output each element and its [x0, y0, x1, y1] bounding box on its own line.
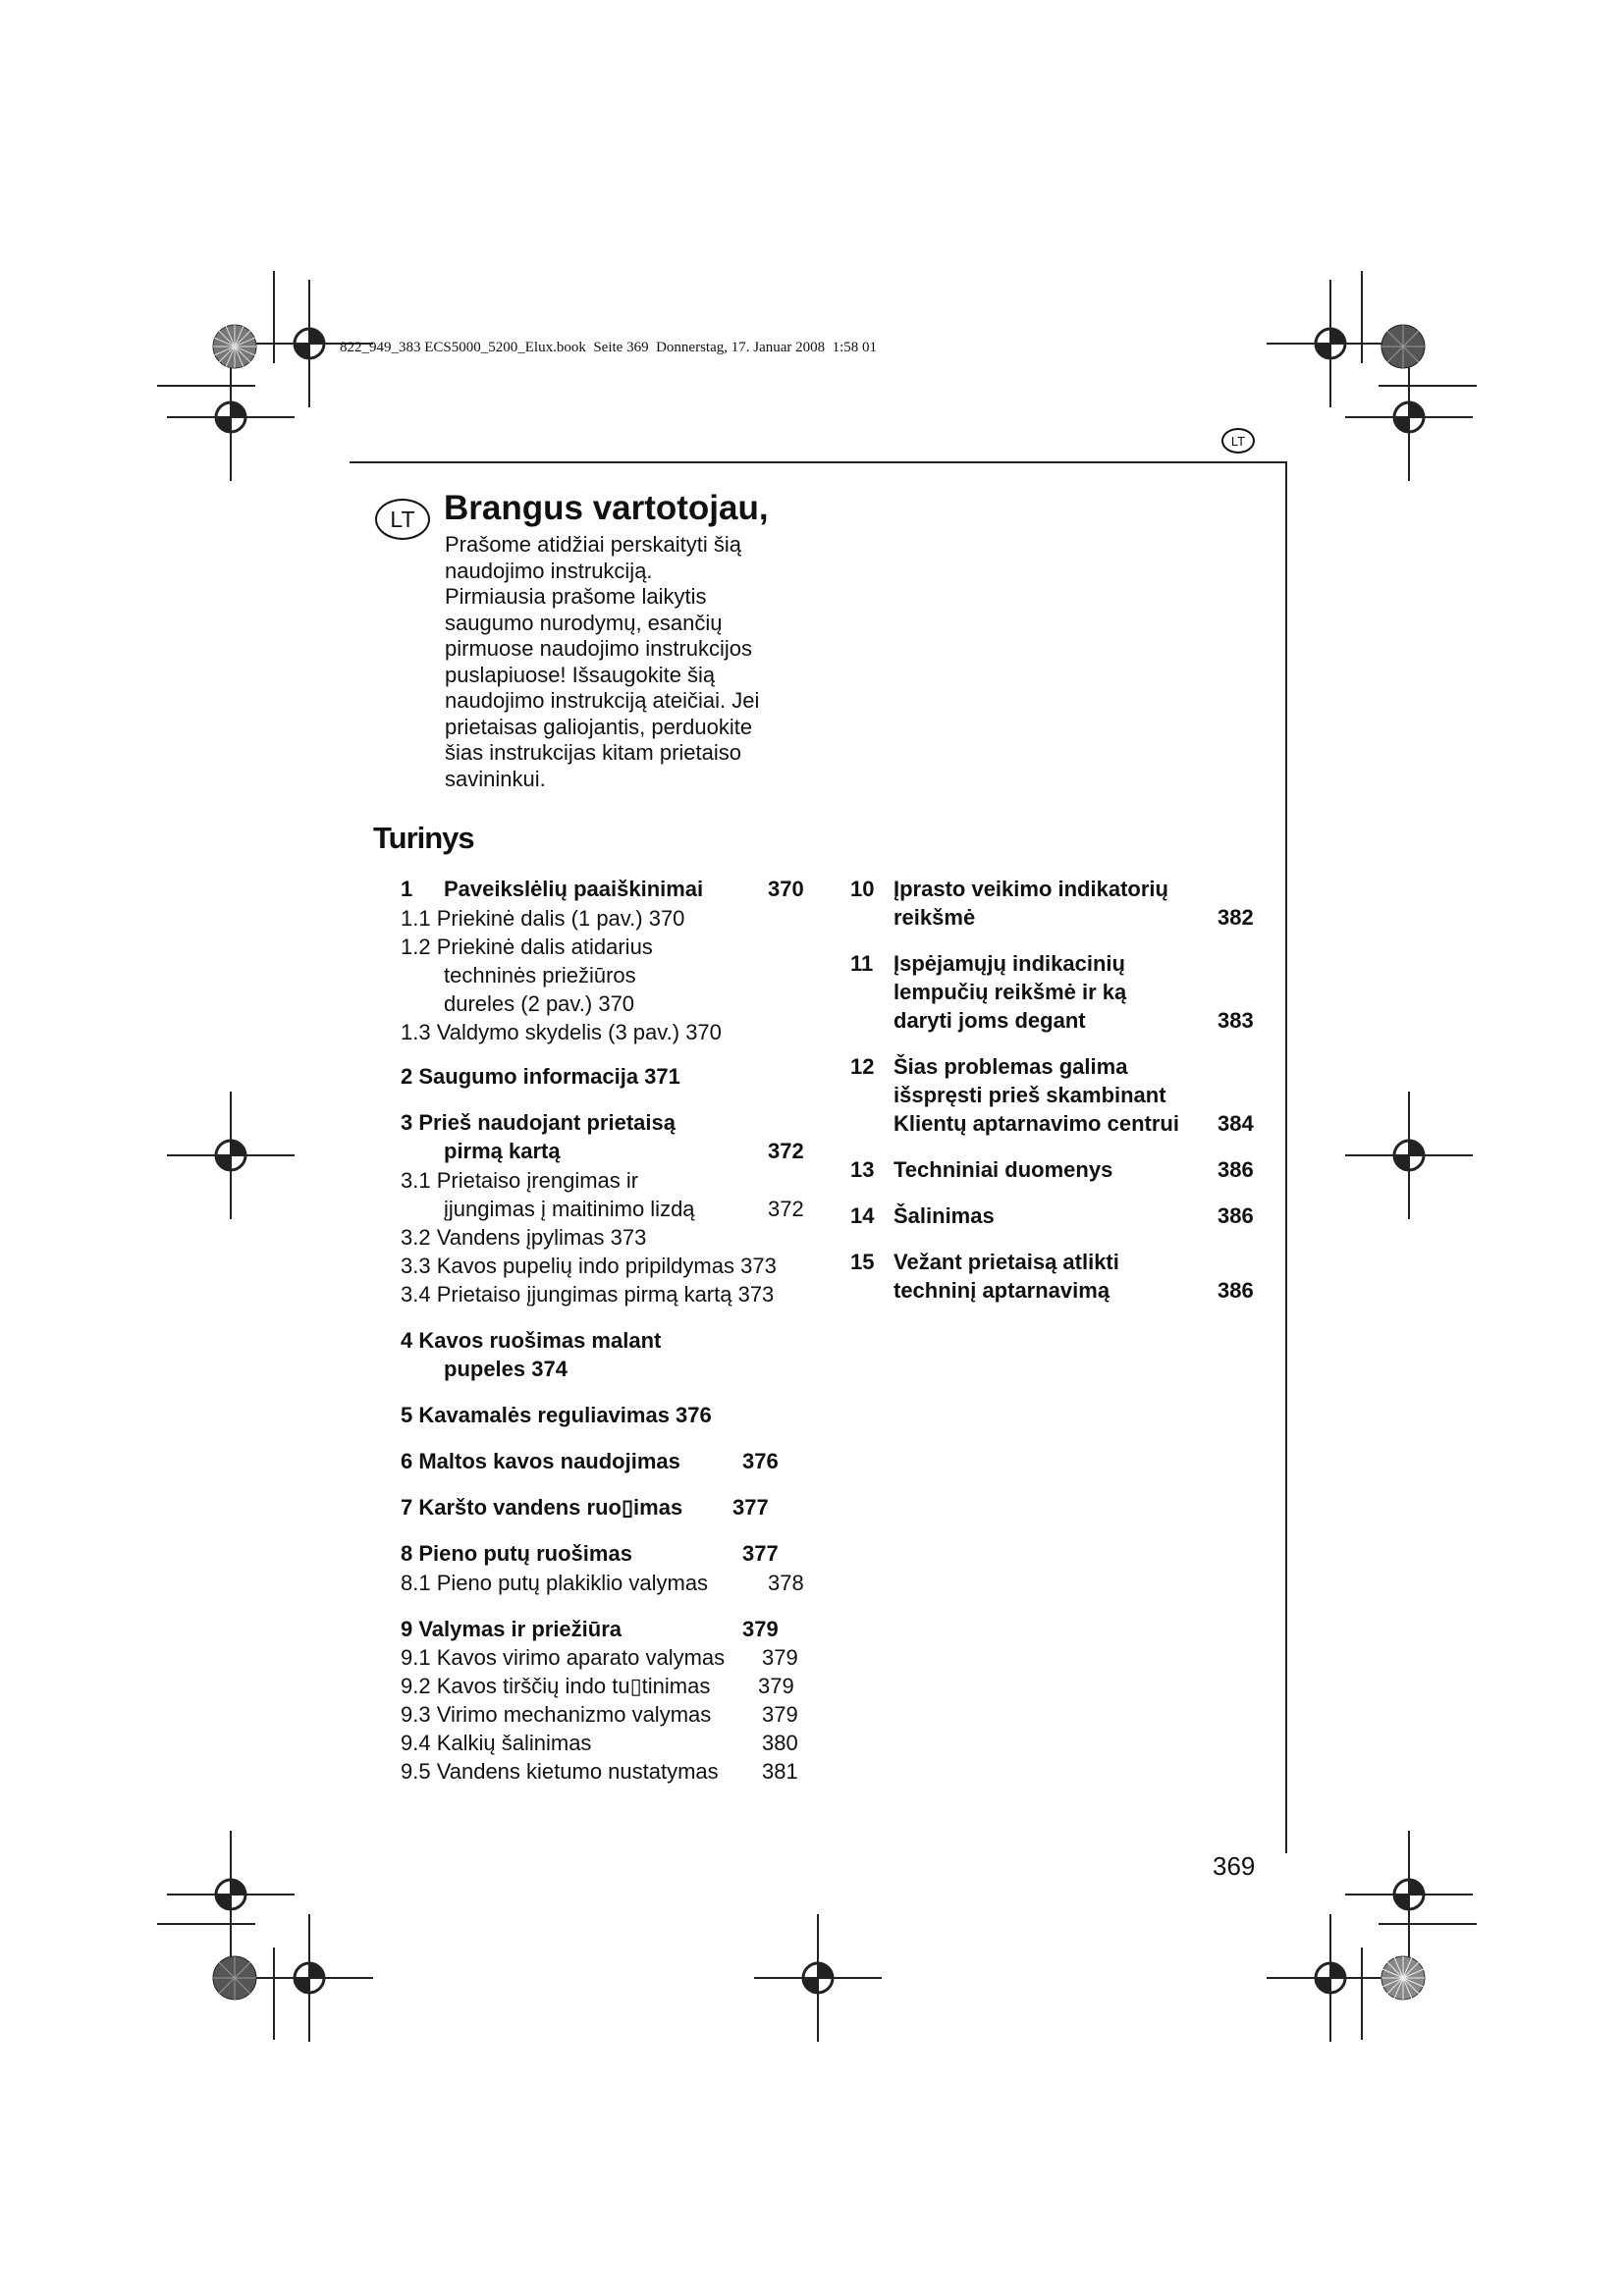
toc-entry[interactable]: 7 Karšto vandens ruo▯imas: [401, 1495, 683, 1520]
print-header: 822_949_383 ECS5000_5200_Elux.book Seite 369 Donnerstag, 17. Januar 2008 1:58 01: [340, 340, 878, 355]
toc-entry-page: 381: [762, 1759, 798, 1784]
toc-entry[interactable]: 3.4 Prietaiso įjungimas pirmą kartą 373: [401, 1282, 775, 1307]
toc-entry-page: 377: [732, 1495, 769, 1520]
toc-entry-number[interactable]: 11: [850, 951, 874, 976]
toc-entry-page: 378: [768, 1571, 804, 1595]
toc-entry-page: 377: [742, 1541, 779, 1566]
toc-entry-label: reikšmė: [893, 905, 976, 930]
registration-mark-icon: [1267, 1914, 1394, 2042]
toc-entry[interactable]: 1.1 Priekinė dalis (1 pav.) 370: [401, 906, 685, 931]
toc-entry-label: Šalinimas: [893, 1203, 995, 1228]
toc-entry-label: lempučių reikšmė ir ką: [893, 980, 1127, 1004]
toc-entry-number[interactable]: 15: [850, 1250, 875, 1274]
intro-line: puslapiuose! Išsaugokite šią: [445, 662, 716, 687]
intro-line: prietaisas galiojantis, perduokite: [445, 714, 753, 739]
intro-line: saugumo nurodymų, esančių: [445, 610, 723, 635]
toc-entry-continuation: įjungimas į maitinimo lizdą: [444, 1197, 695, 1221]
registration-mark-icon: [167, 353, 295, 481]
toc-entry[interactable]: 1.3 Valdymo skydelis (3 pav.) 370: [401, 1020, 722, 1044]
toc-entry-label: Šias problemas galima: [893, 1054, 1128, 1079]
intro-line: naudojimo instrukciją.: [445, 558, 653, 583]
toc-entry-label: daryti joms degant: [893, 1008, 1086, 1033]
toc-entry[interactable]: 1.2 Priekinė dalis atidarius: [401, 934, 653, 959]
registration-mark-icon: [754, 1914, 882, 2042]
intro-line: Pirmiausia prašome laikytis: [445, 584, 707, 609]
toc-entry-number[interactable]: 13: [850, 1157, 875, 1182]
toc-entry-page: 386: [1218, 1203, 1254, 1228]
toc-entry-number[interactable]: 14: [850, 1203, 875, 1228]
toc-entry[interactable]: 9.2 Kavos tirščių indo tu▯tinimas: [401, 1674, 711, 1698]
intro-line: šias instrukcijas kitam prietaiso: [445, 740, 741, 765]
toc-entry-page: 372: [768, 1139, 804, 1163]
intro-line: savininkui.: [445, 766, 546, 791]
page-number: 369: [1213, 1851, 1256, 1881]
toc-entry-label: Paveikslėlių paaiškinimai: [444, 877, 704, 901]
toc-entry-label: techninį aptarnavimą: [893, 1278, 1110, 1303]
toc-entry[interactable]: 9 Valymas ir priežiūra: [401, 1617, 623, 1641]
page-title: Brangus vartotojau,: [444, 489, 769, 527]
toc-entry[interactable]: 8 Pieno putų ruošimas: [401, 1541, 632, 1566]
toc-entry-page: 370: [768, 877, 804, 901]
right-rule: [1285, 461, 1287, 1853]
toc-entry[interactable]: 9.4 Kalkių šalinimas: [401, 1731, 592, 1755]
color-rosette-icon: [212, 1955, 257, 2001]
intro-line: naudojimo instrukciją ateičiai. Jei: [445, 688, 760, 713]
toc-entry-label: Įprasto veikimo indikatorių: [893, 877, 1168, 901]
toc-entry-label: Įspėjamųjų indikacinių: [893, 951, 1125, 976]
toc-entry[interactable]: 4 Kavos ruošimas malant: [401, 1328, 662, 1353]
toc-entry-page: 376: [742, 1449, 779, 1473]
toc-entry-page: 372: [768, 1197, 804, 1221]
toc-entry[interactable]: 8.1 Pieno putų plakiklio valymas: [401, 1571, 709, 1595]
toc-entry-page: 382: [1218, 905, 1254, 930]
toc-entry[interactable]: 9.5 Vandens kietumo nustatymas: [401, 1759, 719, 1784]
toc-entry[interactable]: 3.3 Kavos pupelių indo pripildymas 373: [401, 1254, 777, 1278]
toc-entry-page: 386: [1218, 1278, 1254, 1303]
toc-entry-continuation: pupeles 374: [444, 1357, 568, 1381]
toc-entry[interactable]: 9.1 Kavos virimo aparato valymas: [401, 1645, 726, 1670]
intro-paragraph: [445, 532, 759, 792]
toc-entry-page: 383: [1218, 1008, 1254, 1033]
registration-mark-icon: [167, 1092, 295, 1219]
toc-entry-number[interactable]: 12: [850, 1054, 875, 1079]
toc-entry[interactable]: 5 Kavamalės reguliavimas 376: [401, 1403, 712, 1427]
toc-entry-continuation: pirmą kartą: [444, 1139, 561, 1163]
toc-entry[interactable]: 2 Saugumo informacija 371: [401, 1064, 680, 1089]
toc-entry-continuation: dureles (2 pav.) 370: [444, 991, 635, 1016]
toc-entry-page: 379: [762, 1702, 798, 1727]
toc-entry-label: išspręsti prieš skambinant: [893, 1083, 1166, 1107]
toc-entry-page: 379: [758, 1674, 794, 1698]
toc-entry-label: Vežant prietaisą atlikti: [893, 1250, 1119, 1274]
top-rule: [350, 461, 1286, 463]
language-badge-icon: LT: [1221, 428, 1255, 454]
language-badge-icon: LT: [375, 499, 430, 540]
color-rosette-icon: [212, 324, 257, 369]
toc-entry[interactable]: 3.1 Prietaiso įrengimas ir: [401, 1168, 639, 1193]
toc-heading: Turinys: [373, 821, 474, 855]
toc-entry[interactable]: 3 Prieš naudojant prietaisą: [401, 1110, 676, 1135]
toc-entry-page: 386: [1218, 1157, 1254, 1182]
toc-entry[interactable]: 6 Maltos kavos naudojimas: [401, 1449, 680, 1473]
intro-line: Prašome atidžiai perskaityti šią: [445, 532, 742, 557]
toc-entry-number[interactable]: 10: [850, 877, 875, 901]
registration-mark-icon: [1345, 353, 1473, 481]
color-rosette-icon: [1380, 324, 1426, 369]
registration-mark-icon: [1345, 1092, 1473, 1219]
toc-entry-continuation: techninės priežiūros: [444, 963, 636, 988]
registration-mark-icon: [245, 1914, 373, 2042]
toc-entry[interactable]: 1: [401, 877, 413, 901]
toc-entry-page: 380: [762, 1731, 798, 1755]
color-rosette-icon: [1380, 1955, 1426, 2001]
toc-entry-page: 384: [1218, 1111, 1254, 1136]
toc-entry-label: Techniniai duomenys: [893, 1157, 1113, 1182]
toc-entry[interactable]: 3.2 Vandens įpylimas 373: [401, 1225, 647, 1250]
toc-entry-page: 379: [742, 1617, 779, 1641]
toc-entry[interactable]: 9.3 Virimo mechanizmo valymas: [401, 1702, 712, 1727]
toc-entry-page: 379: [762, 1645, 798, 1670]
intro-line: pirmuose naudojimo instrukcijos: [445, 636, 753, 661]
toc-entry-label: Klientų aptarnavimo centrui: [893, 1111, 1179, 1136]
